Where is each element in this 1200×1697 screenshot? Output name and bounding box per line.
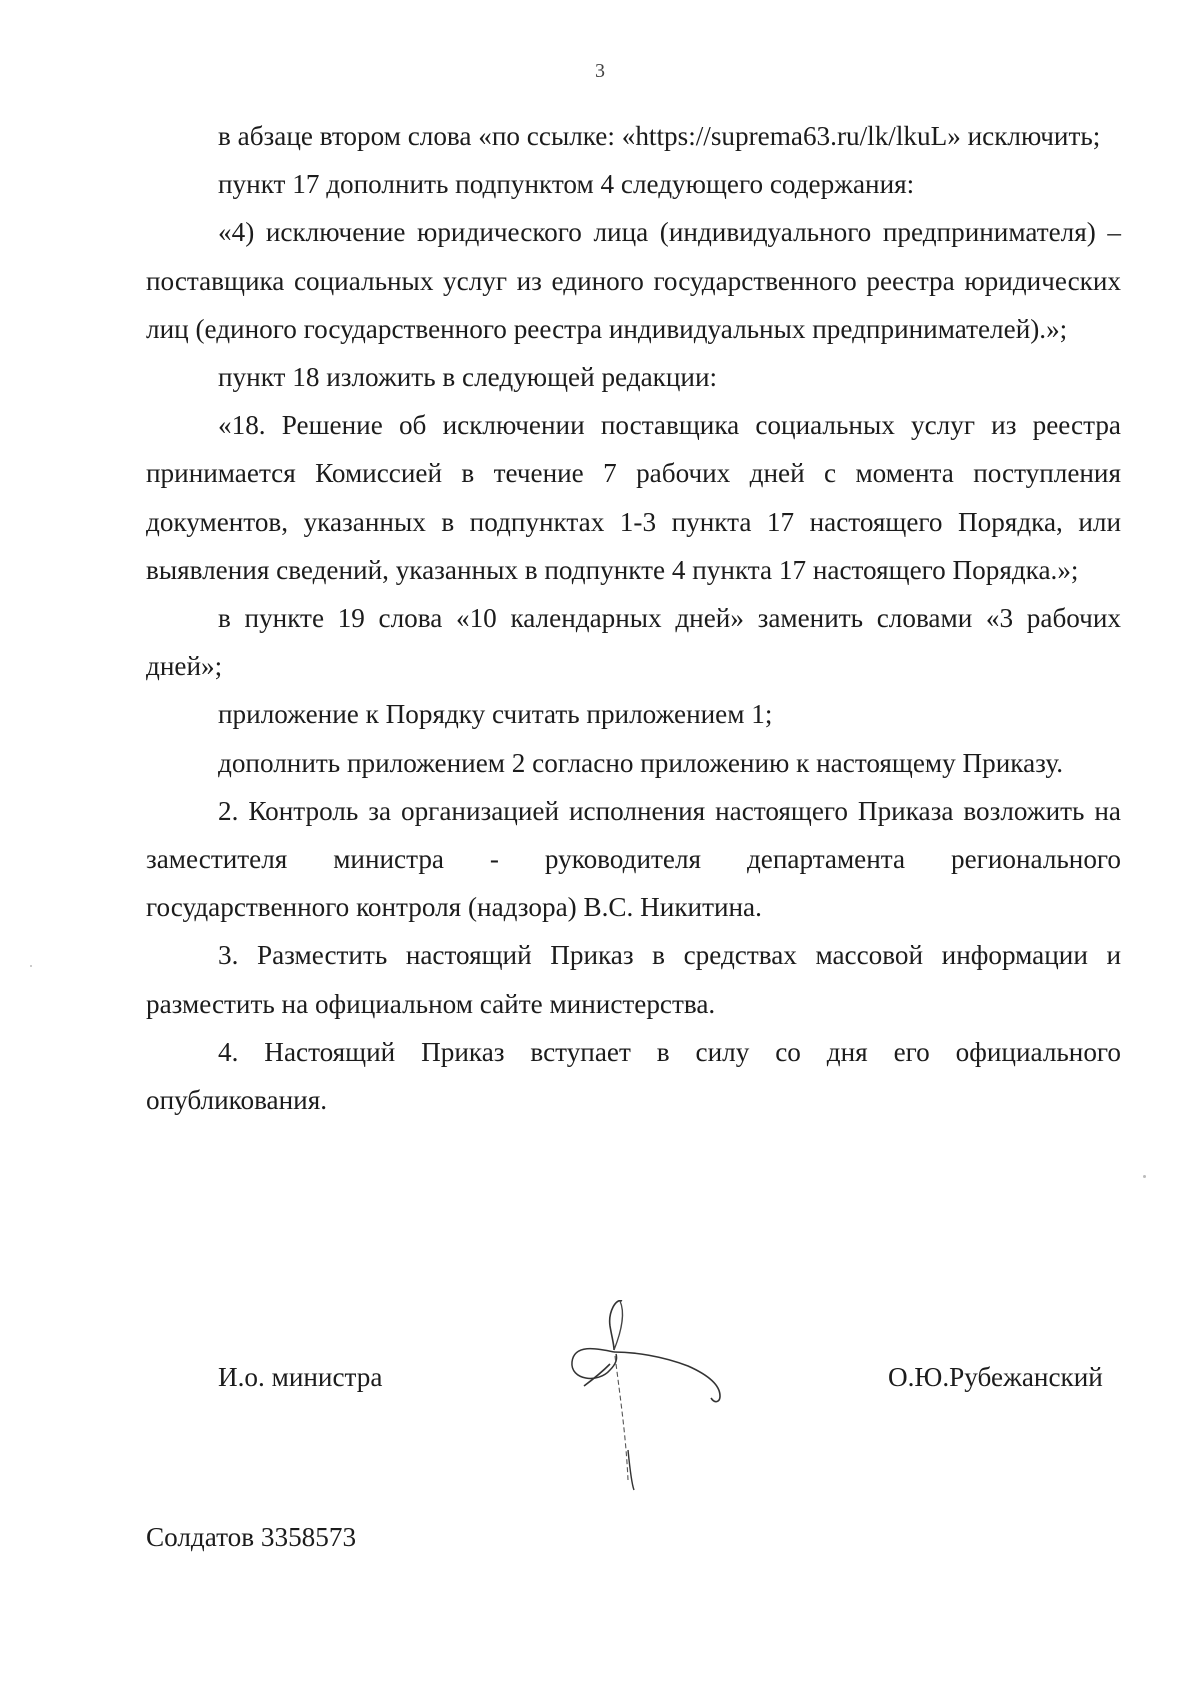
- executor-info: Солдатов 3358573: [146, 1522, 357, 1552]
- scan-speck: [30, 965, 32, 967]
- paragraph: 2. Контроль за организацией исполнения настоящего Приказа возложить на заместителя министра - руководителя департамента регионального государственного контроля (надзора) В.С. Никитина.: [146, 795, 1121, 923]
- paragraph: в пункте 19 слова «10 календарных дней» заменить словами «3 рабочих дней»;: [146, 603, 1121, 682]
- paragraph: приложение к Порядку считать приложением 1;: [218, 699, 773, 730]
- document-body: [146, 112, 1121, 1124]
- signatory-name: О.Ю.Рубежанский: [888, 1362, 1103, 1392]
- paragraph: 3. Разместить настоящий Приказ в средствах массовой информации и разместить на официальном сайте министерства.: [146, 940, 1121, 1019]
- paragraph: «4) исключение юридического лица (индивидуального предпринимателя) – поставщика социальных услуг из единого государственного реестра юридических лиц (единого государственного реестра индивидуальных предпринимателей).»;: [146, 217, 1121, 344]
- paragraph: 4. Настоящий Приказ вступает в силу со дня его официального опубликования.: [146, 1036, 1121, 1116]
- paragraph: дополнить приложением 2 согласно приложению к настоящему Приказу.: [218, 747, 1063, 778]
- paragraph: пункт 17 дополнить подпунктом 4 следующего содержания:: [218, 169, 915, 200]
- page-number: 3: [595, 60, 605, 82]
- paragraph: в абзаце втором слова «по ссылке: «https://suprema63.ru/lk/lkuL» исключить;: [218, 121, 1101, 151]
- paragraph: пункт 18 изложить в следующей редакции:: [218, 362, 718, 393]
- handwritten-signature: [570, 1300, 780, 1520]
- paragraph: «18. Решение об исключении поставщика социальных услуг из реестра принимается Комиссией в течение 7 рабочих дней с момента поступления документов, указанных в подпунктах 1-3 пункта 17 настоящего Порядка, или выявления сведений, указанных в подпункте 4 пункта 17 настоящего Порядка.»;: [146, 410, 1121, 585]
- scan-speck: [1143, 1175, 1146, 1178]
- signatory-title: И.о. министра: [218, 1362, 383, 1392]
